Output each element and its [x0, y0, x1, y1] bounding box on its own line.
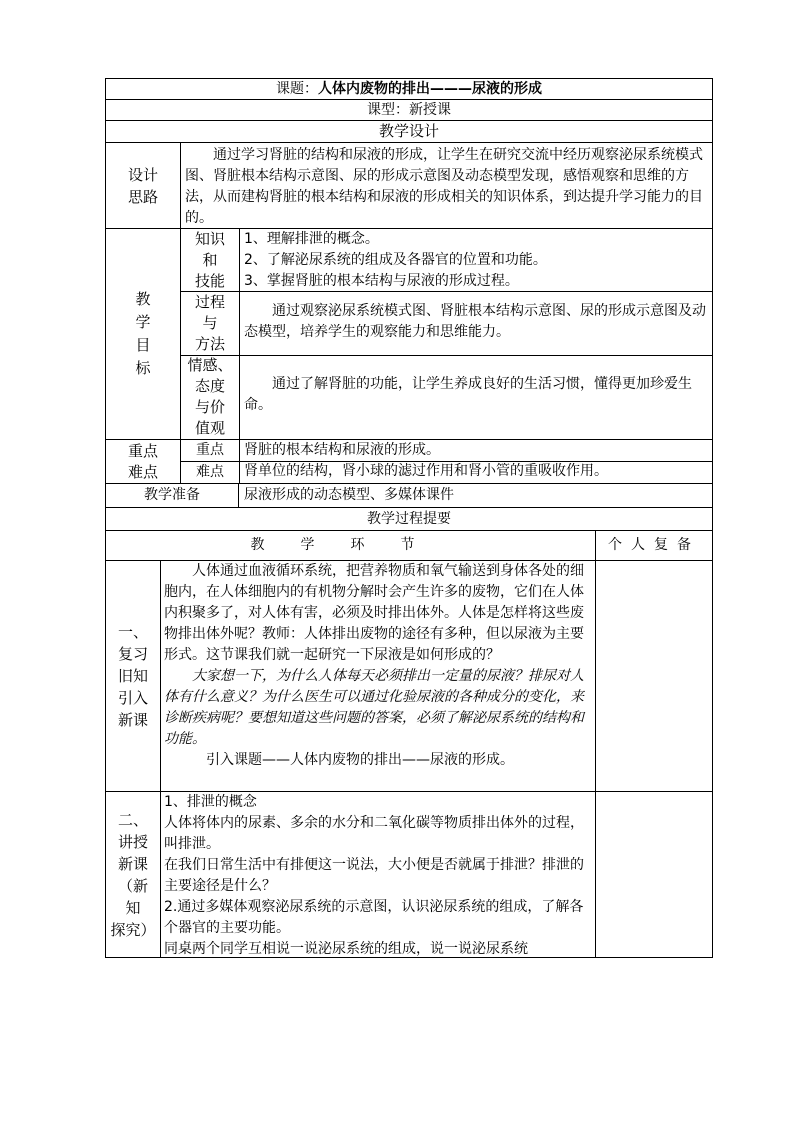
process-label: 过程 与 方法 — [181, 291, 240, 355]
prep-text: 尿液形成的动态模型、多媒体课件 — [244, 487, 454, 503]
process-header: 教学过程提要 — [367, 510, 451, 527]
goal-knowledge — [181, 229, 712, 292]
lesson-title: 人体内废物的排出———尿液的形成 — [318, 80, 542, 97]
knowledge-item: 1、理解排泄的概念。 — [244, 231, 379, 247]
goal-emotion — [181, 355, 712, 439]
keypoints-label: 重点 难点 — [106, 440, 181, 483]
emotion-text: 通过了解肾脏的功能，让学生养成良好的生活习惯，懂得更加珍爱生命。 — [244, 376, 692, 413]
process-text: 通过观察泌尿系统模式图、肾脏根本结构示意图、尿的形成示意图及动态模型，培养学生的观察能力和思维能力。 — [244, 303, 706, 340]
goals-block — [105, 228, 713, 439]
process-header-row — [105, 507, 713, 530]
design-text: 通过学习肾脏的结构和尿液的形成，让学生在研究交流中经历观察泌尿系统模式图、肾脏根本结构示意图、尿的形成示意图及动态模型发现，感悟观察和思维的方法，从而建构肾脏的根本结构和尿液的形成相关的知识体系，到达提升学习能力的目的。 — [185, 147, 703, 226]
columns-row — [105, 530, 713, 560]
section2-line: 在我们日常生活中有排便这一说法，大小便是否就属于排泄？排泄的主要途径是什么？ — [164, 857, 584, 894]
key-text: 肾脏的根本结构和尿液的形成。 — [244, 442, 440, 458]
section1-intro: 引入课题——人体内废物的排出——尿液的形成。 — [206, 752, 514, 768]
knowledge-item: 3、掌握肾脏的根本结构与尿液的形成过程。 — [244, 273, 519, 289]
difficulty-label: 难点 — [181, 461, 240, 483]
prep-row — [105, 483, 713, 507]
section2-line: 人体将体内的尿素、多余的水分和二氧化碳等物质排出体外的过程，叫排泄。 — [164, 815, 584, 852]
table-bottom-border — [105, 957, 713, 958]
title-row — [105, 78, 713, 99]
lesson-type-row — [105, 99, 713, 120]
knowledge-item: 2、了解泌尿系统的组成及各器官的位置和功能。 — [244, 252, 547, 268]
design-row — [105, 142, 713, 228]
section1-content — [161, 561, 596, 791]
section2-label: 二、 讲授 新课 （新 知 探究） — [106, 792, 161, 957]
goal-process — [181, 291, 712, 356]
design-label: 设计 思路 — [106, 143, 181, 228]
section2-line: 2.通过多媒体观察泌尿系统的示意图，认识泌尿系统的组成，了解各个器官的主要功能。 — [164, 899, 584, 936]
column-personal: 个人复备 — [608, 537, 700, 553]
section2-line: 同桌两个同学互相说一说泌尿系统的组成，说一说泌尿系统 — [164, 941, 528, 957]
section2-content — [161, 792, 596, 957]
section2-row — [105, 791, 713, 957]
section1-label: 一、 复习 旧知 引入 新课 — [106, 561, 161, 791]
title-prefix: 课题： — [276, 80, 318, 97]
section2-line: 1、排泄的概念 — [164, 794, 257, 810]
section1-question: 大家想一下，为什么人体每天必须排出一定量的尿液？排尿对人体有什么意义？为什么医生可以通过化验尿液的各种成分的变化，来诊断疾病呢？要想知道这些问题的答案，必须了解泌尿系统的结构和功能。 — [164, 668, 584, 747]
section1-paragraph: 人体通过血液循环系统，把营养物质和氧气输送到身体各处的细胞内，在人体细胞内的有机物分解时会产生许多的废物，它们在人体内积聚多了，对人体有害，必须及时排出体外。人体是怎样将这些废物排出体外呢？教师：人体排出废物的途径有多种，但以尿液为主要形式。这节课我们就一起研究一下尿液是如何形成的？ — [164, 563, 584, 663]
key-label: 重点 — [181, 440, 240, 461]
section1-row — [105, 560, 713, 791]
emotion-label: 情感、 态度 与价 值观 — [181, 355, 240, 439]
goals-label: 教 学 目 标 — [106, 229, 181, 439]
design-header-row — [105, 120, 713, 142]
difficulty-text: 肾单位的结构，肾小球的滤过作用和肾小管的重吸收作用。 — [244, 463, 608, 479]
design-header: 教学设计 — [378, 122, 439, 140]
lesson-type: 课型：新授课 — [367, 101, 451, 118]
knowledge-label: 知识 和 技能 — [181, 229, 240, 291]
column-link: 教学环节 — [250, 537, 451, 553]
section2-personal — [596, 792, 712, 957]
prep-label: 教学准备 — [106, 484, 239, 507]
section1-personal — [596, 561, 712, 791]
keypoints-block — [105, 439, 713, 483]
